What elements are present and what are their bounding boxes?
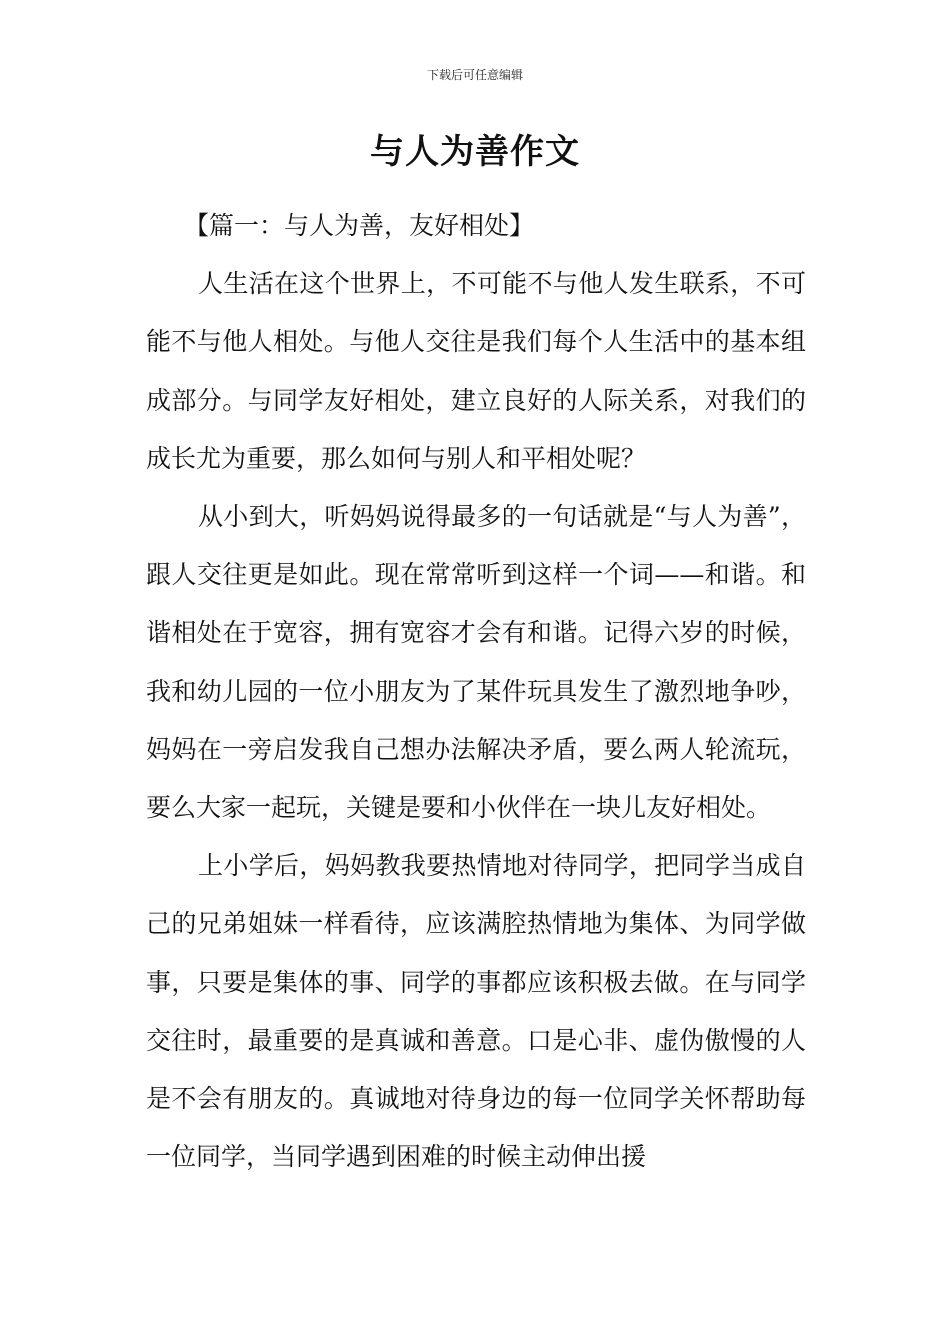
page-title: 与人为善作文 (370, 132, 580, 172)
article-body (146, 197, 806, 1186)
header-note: 下载后可任意编辑 (426, 68, 523, 82)
paragraph-1: 人生活在这个世界上，不可能不与他人发生联系，不可能不与他人相处。与他人交往是我们每个人生活中的基本组成部分。与同学友好相处，建立良好的人际关系，对我们的成长尤为重要，那么如何与别人和平相处呢？ (146, 269, 806, 473)
paragraph-3: 上小学后，妈妈教我要热情地对待同学，把同学当成自己的兄弟姐妹一样看待，应该满腔热情地为集体、为同学做事，只要是集体的事、同学的事都应该积极去做。在与同学交往时，最重要的是真诚和善意。口是心非、虚伪傲慢的人是不会有朋友的。真诚地对待身边的每一位同学关怀帮助每一位同学，当同学遇到困难的时候主动伸出援 (146, 851, 806, 1172)
paragraph-2: 从小到大，听妈妈说得最多的一句话就是“与人为善”，跟人交往更是如此。现在常常听到这样一个词——和谐。和谐相处在于宽容，拥有宽容才会有和谐。记得六岁的时候，我和幼儿园的一位小朋友为了某件玩具发生了激烈地争吵，妈妈在一旁启发我自己想办法解决矛盾，要么两人轮流玩，要么大家一起玩，关键是要和小伙伴在一块儿友好相处。 (146, 502, 806, 823)
section-heading: 【篇一：与人为善，友好相处】 (184, 211, 535, 240)
